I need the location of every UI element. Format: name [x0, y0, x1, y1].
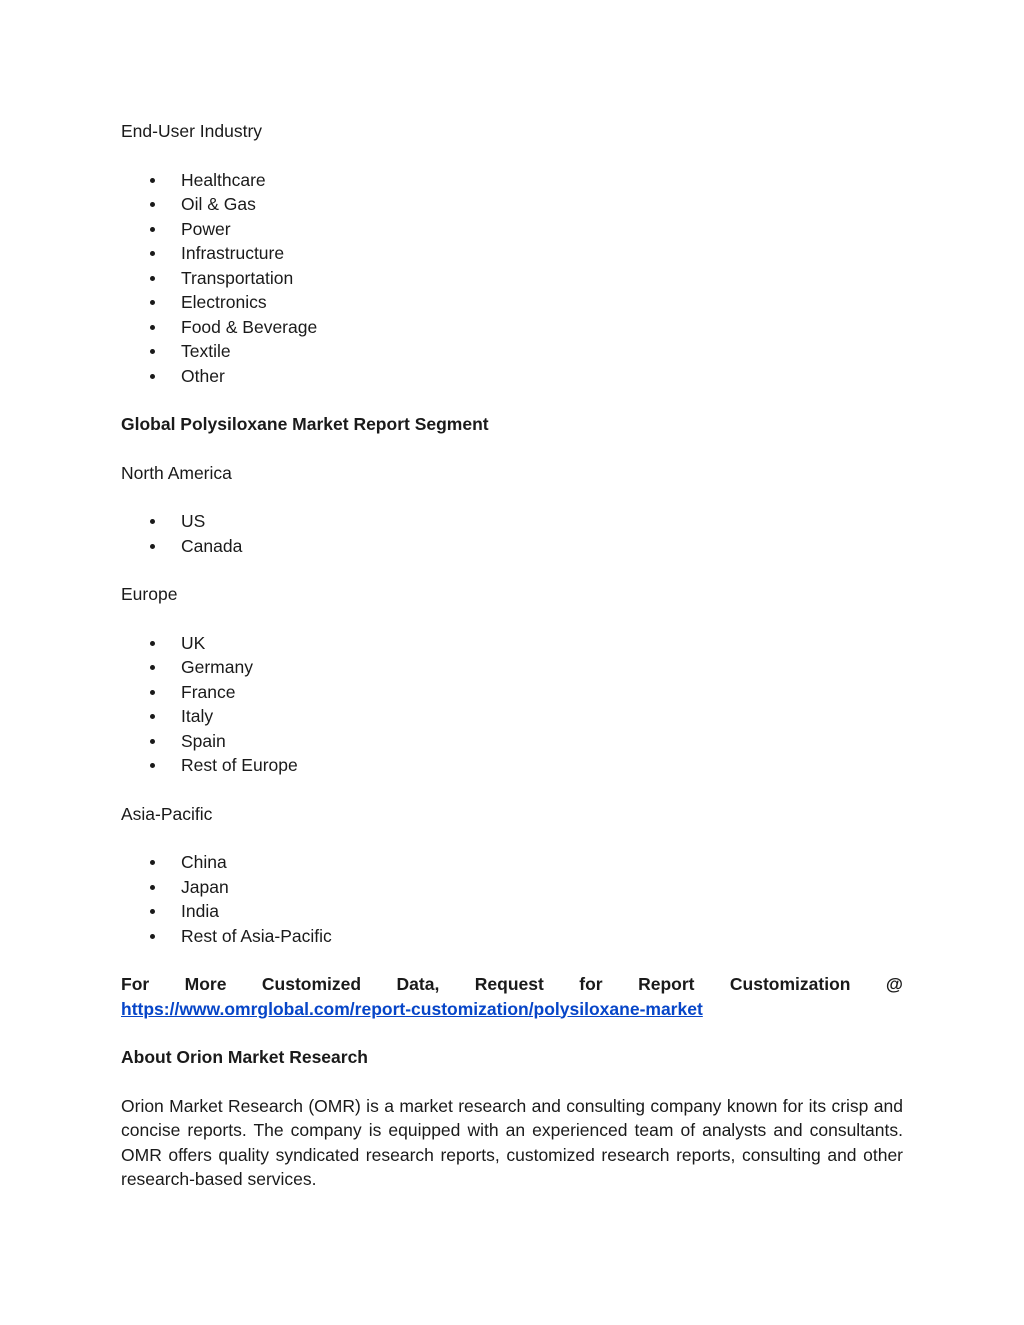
- list-item: Electronics: [121, 290, 903, 315]
- list-item: Rest of Europe: [121, 753, 903, 778]
- north-america-heading: North America: [121, 462, 232, 483]
- document-page: [121, 119, 903, 1216]
- asia-pacific-list: [121, 850, 903, 948]
- list-item: India: [121, 899, 903, 924]
- list-item: Italy: [121, 704, 903, 729]
- list-item: Power: [121, 217, 903, 242]
- segment-heading: Global Polysiloxane Market Report Segment: [121, 414, 489, 434]
- list-item: UK: [121, 631, 903, 656]
- europe-heading: Europe: [121, 584, 178, 604]
- list-item: France: [121, 680, 903, 705]
- list-item: Other: [121, 364, 903, 389]
- list-item: Canada: [121, 534, 903, 559]
- about-heading: About Orion Market Research: [121, 1047, 368, 1067]
- list-item: Healthcare: [121, 168, 903, 193]
- list-item: US: [121, 509, 903, 534]
- about-body: Orion Market Research (OMR) is a market research and consulting company known for its crisp and concise reports. The company is equipped with an experienced team of analysts and consultants. OMR offers quality syndicated research reports, customized research reports, consulting and other research-based services.: [121, 1095, 903, 1189]
- end-user-heading: End-User Industry: [121, 121, 263, 141]
- europe-list: [121, 631, 903, 778]
- list-item: Textile: [121, 339, 903, 364]
- list-item: Infrastructure: [121, 241, 903, 266]
- end-user-list: [121, 168, 903, 389]
- list-item: Japan: [121, 875, 903, 900]
- list-item: Transportation: [121, 266, 903, 291]
- list-item: Food & Beverage: [121, 315, 903, 340]
- list-item: Spain: [121, 729, 903, 754]
- list-item: Oil & Gas: [121, 192, 903, 217]
- north-america-list: [121, 509, 903, 558]
- list-item: Germany: [121, 655, 903, 680]
- customization-cta: [121, 972, 903, 1021]
- customization-link[interactable]: https://www.omrglobal.com/report-customization/polysiloxane-market: [121, 998, 703, 1019]
- asia-pacific-heading: Asia-Pacific: [121, 803, 213, 824]
- list-item: Rest of Asia-Pacific: [121, 924, 903, 949]
- cta-text: For More Customized Data, Request for Report Customization @: [121, 974, 903, 994]
- list-item: China: [121, 850, 903, 875]
